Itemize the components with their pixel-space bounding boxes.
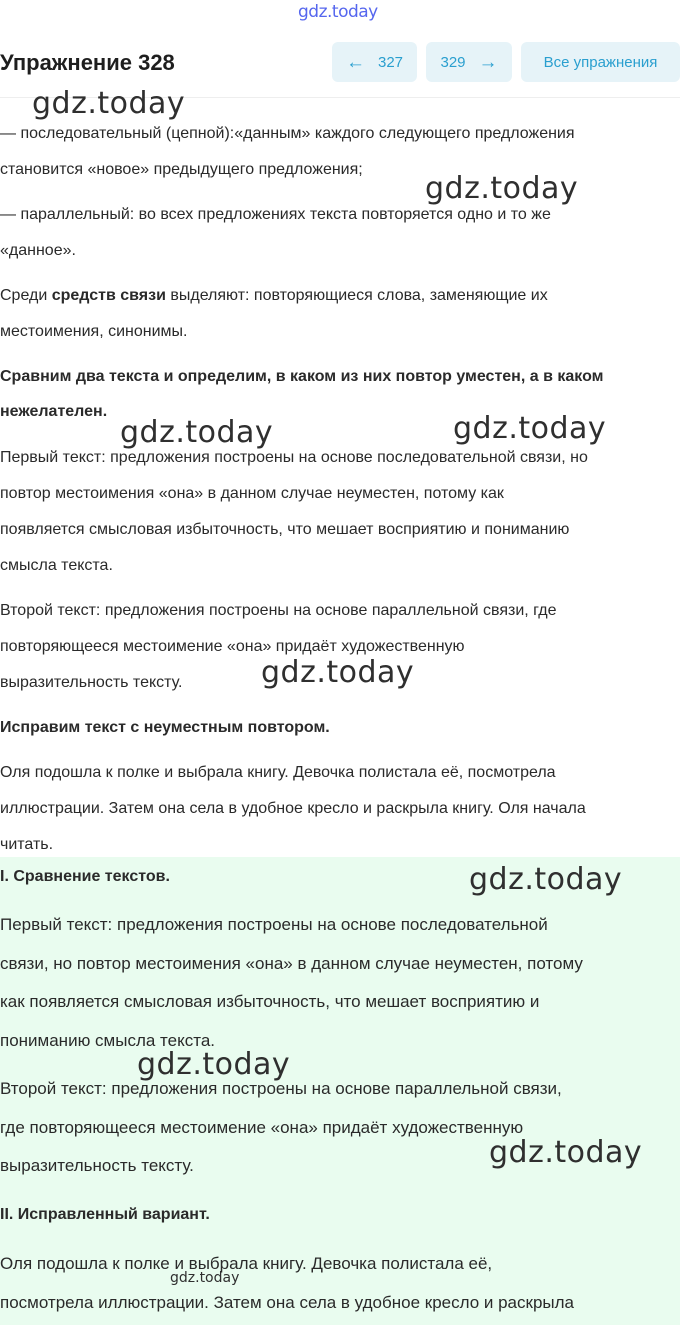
bold-heading: нежелателен.: [0, 403, 108, 420]
watermark: gdz.today: [120, 415, 274, 450]
next-exercise-label: 329: [440, 53, 466, 71]
bold-heading: Сравним два текста и определим, в каком из них повтор уместен, а в каком: [0, 368, 604, 385]
page-title: Упражнение 328: [0, 50, 175, 75]
next-exercise-button[interactable]: [426, 42, 512, 82]
answer-line: как появляется смысловая избыточность, что мешает восприятию и: [0, 992, 540, 1011]
text-line: повтор местоимения «она» в данном случае неуместен, потому как: [0, 485, 504, 502]
watermark: gdz.today: [170, 1270, 240, 1286]
text-line: иллюстрации. Затем она села в удобное кресло и раскрыла книгу. Оля начала: [0, 800, 586, 817]
arrow-right-icon: →: [478, 51, 498, 73]
text-line: смысла текста.: [0, 557, 113, 574]
site-logo[interactable]: gdz.today: [298, 2, 378, 22]
answer-line: связи, но повтор местоимения «она» в данном случае неуместен, потому: [0, 954, 583, 973]
watermark: gdz.today: [489, 1135, 643, 1170]
text-line: Оля подошла к полке и выбрала книгу. Девочка полистала её, посмотрела: [0, 764, 556, 781]
text-line: Второй текст: предложения построены на основе параллельной связи, где: [0, 602, 557, 619]
watermark: gdz.today: [32, 86, 186, 121]
prev-exercise-button[interactable]: [332, 42, 417, 82]
text-line: Первый текст: предложения построены на основе последовательной связи, но: [0, 449, 588, 466]
text-line: читать.: [0, 836, 54, 853]
watermark: gdz.today: [261, 655, 415, 690]
watermark: gdz.today: [137, 1047, 291, 1082]
all-exercises-button[interactable]: Все упражнения: [521, 42, 680, 82]
prev-exercise-label: 327: [377, 53, 404, 71]
answer-line: где повторяющееся местоимение «она» придаёт художественную: [0, 1118, 524, 1137]
text-line: становится «новое» предыдущего предложения;: [0, 161, 363, 178]
text-line: — последовательный (цепной):«данным» каждого следующего предложения: [0, 125, 575, 142]
answer-line: Оля подошла к полке и выбрала книгу. Девочка полистала её,: [0, 1254, 493, 1273]
text-line: выразительность тексту.: [0, 674, 183, 691]
answer-heading: I. Сравнение текстов.: [0, 868, 170, 885]
answer-line: посмотрела иллюстрации. Затем она села в удобное кресло и раскрыла: [0, 1293, 574, 1312]
text-line: «данное».: [0, 242, 76, 259]
answer-line: пониманию смысла текста.: [0, 1031, 215, 1050]
text-line: повторяющееся местоимение «она» придаёт художественную: [0, 638, 465, 655]
watermark: gdz.today: [469, 862, 623, 897]
answer-line: Первый текст: предложения построены на основе последовательной: [0, 915, 548, 934]
exercise-header: [0, 42, 680, 82]
answer-line: Второй текст: предложения построены на основе параллельной связи,: [0, 1079, 562, 1098]
text-line: Среди средств связи выделяют: повторяющиеся слова, заменяющие их: [0, 287, 548, 304]
answer-heading: II. Исправленный вариант.: [0, 1206, 210, 1223]
text-line: местоимения, синонимы.: [0, 323, 188, 340]
bold-term: средств связи: [51, 287, 166, 304]
bold-heading: Исправим текст с неуместным повтором.: [0, 719, 330, 736]
watermark: gdz.today: [453, 411, 607, 446]
answer-line: выразительность тексту.: [0, 1156, 194, 1175]
text-line: — параллельный: во всех предложениях текста повторяется одно и то же: [0, 206, 551, 223]
text-line: появляется смысловая избыточность, что мешает восприятию и пониманию: [0, 521, 570, 538]
arrow-left-icon: ←: [345, 51, 365, 73]
watermark: gdz.today: [425, 171, 579, 206]
